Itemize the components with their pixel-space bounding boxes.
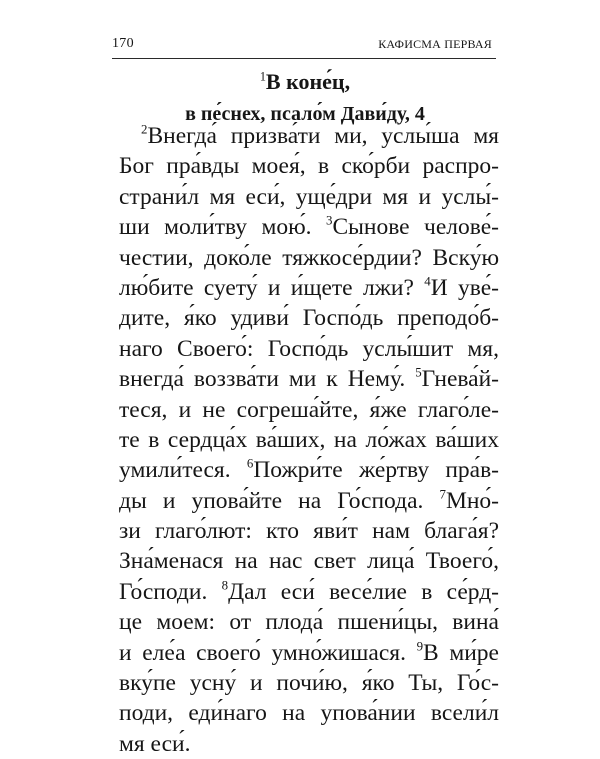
text-line	[119, 212, 499, 242]
text-segment: умили́теся.	[119, 457, 247, 484]
text-segment: и еле́а своего́ умно́жишася.	[119, 639, 417, 666]
text-segment: ши моли́тву мою́.	[119, 214, 326, 241]
verse-number: 2	[141, 121, 148, 137]
page-number: 170	[112, 36, 134, 51]
verse-number: 7	[439, 486, 446, 502]
text-line	[119, 151, 499, 181]
text-segment: Го́споди.	[119, 578, 222, 605]
text-line	[119, 546, 499, 576]
text-segment: наго Своего́: Госпо́дь услы́шит мя,	[119, 335, 499, 362]
text-segment: ды и упова́йте на Го́спода.	[119, 487, 440, 514]
verse-number: 3	[325, 212, 333, 228]
text-line	[119, 334, 499, 364]
title-verse-number: 1	[259, 69, 266, 84]
text-segment: В ми́ре	[423, 639, 499, 666]
text-line	[119, 729, 499, 759]
text-line	[119, 668, 499, 698]
text-segment: страни́л мя еси́, уще́дри мя и услы́-	[119, 183, 499, 210]
text-segment: вку́пе усну́ и почи́ю, я́ко Ты, Го́с-	[119, 670, 499, 697]
text-segment: И уве́-	[430, 274, 499, 301]
verse-number: 5	[415, 364, 422, 380]
text-segment: мя еси́.	[119, 730, 191, 757]
header-rule	[112, 58, 496, 59]
text-segment: Бог пра́вды моея́, в ско́рби распро-	[119, 153, 499, 180]
page-header	[112, 36, 496, 58]
text-line	[119, 516, 499, 546]
text-segment: поди, еди́наго на упова́нии всели́л	[119, 700, 499, 727]
text-segment: Мно́-	[445, 487, 499, 514]
text-segment: дите, я́ко удиви́ Госпо́дь преподо́б-	[119, 305, 499, 332]
text-line	[119, 273, 499, 303]
text-segment: лю́бите суету́ и и́щете лжи?	[119, 274, 425, 301]
title-text-1: В коне́ц,	[265, 69, 351, 94]
verse-number: 4	[424, 273, 431, 289]
text-line	[119, 182, 499, 212]
text-segment: внегда́ воззва́ти ми к Нему́.	[119, 366, 416, 393]
text-segment: Сынове челове́-	[332, 214, 499, 241]
text-line	[119, 455, 499, 485]
text-line	[119, 364, 499, 394]
title-line-1	[100, 66, 510, 98]
text-segment: Пожри́те же́ртву пра́в-	[253, 457, 500, 484]
verse-number: 9	[416, 638, 424, 654]
text-segment: це моем: от плода́ пшени́цы, вина́	[119, 609, 499, 636]
verse-number: 8	[221, 577, 229, 593]
text-line	[119, 607, 499, 637]
text-line	[119, 243, 499, 273]
text-line	[119, 698, 499, 728]
text-segment: Зна́менася на нас свет лица́ Твоего́,	[119, 548, 499, 575]
text-line	[119, 121, 499, 151]
text-line	[119, 395, 499, 425]
text-segment: зи глаго́лют: кто яви́т нам блага́я?	[119, 518, 499, 545]
text-segment: Дал еси́ весе́лие в се́рд-	[228, 578, 499, 605]
title-line-2: в пе́снех, псало́м Дави́ду, 4	[185, 103, 425, 125]
verse-number: 6	[246, 456, 254, 471]
text-segment: те в сердца́х ва́ших, на ло́жах ва́ших	[119, 426, 499, 453]
text-line	[119, 638, 499, 668]
psalm-text	[119, 121, 499, 759]
text-line	[119, 303, 499, 333]
text-line	[119, 425, 499, 455]
running-head: КАФИСМА ПЕРВАЯ	[378, 37, 492, 51]
text-segment: честии, доко́ле тяжкосе́рдии? Вску́ю	[119, 244, 499, 271]
text-segment: Внегда́ призва́ти ми, услы́ша мя	[147, 123, 499, 149]
text-line	[119, 577, 499, 607]
text-segment: Гнева́й-	[421, 366, 499, 393]
text-line	[119, 486, 499, 516]
text-segment: теся, и не согреша́йте, я́же глаго́ле-	[119, 396, 499, 423]
